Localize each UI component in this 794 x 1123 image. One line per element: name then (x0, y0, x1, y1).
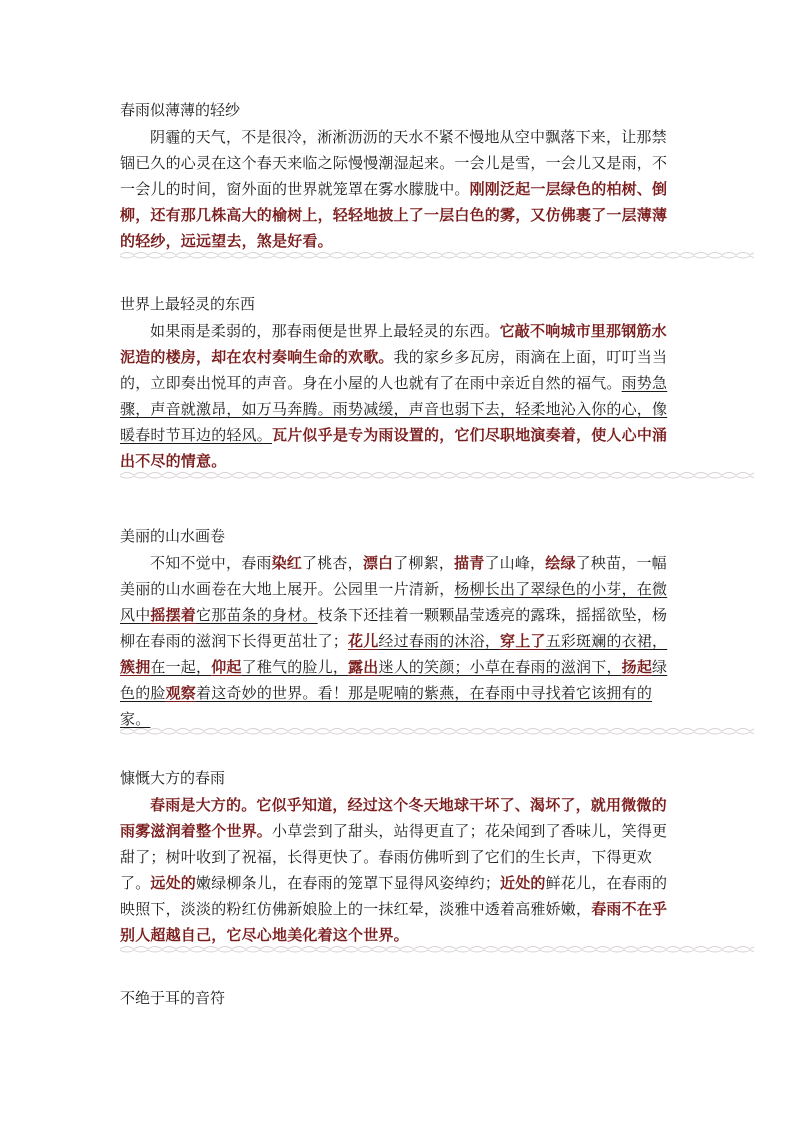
section-body (120, 550, 680, 732)
body-text: 阴霾的天气，不是很冷，淅淅沥沥的天水不紧不慢地从空中飘落下来，让那禁锢已久的心灵在这个春天来临之际慢慢潮湿起来。一会儿是雪，一会儿又是雨，不一会儿的时间，窗外面的世界就笼罩在雾水朦胧中。 (120, 128, 668, 198)
emphasized-text: 观察 (165, 684, 197, 702)
emphasized-text: 漂白 (362, 554, 394, 572)
body-text: 我的家乡多瓦房，雨滴在上面，叮叮当当的，立即奏出悦耳的声音。身在小屋的人也就有了在雨中亲近自然的福气。 (120, 348, 668, 392)
underlined-text: 经过春雨的沐浴， (378, 632, 501, 650)
section-body (120, 792, 680, 948)
section-endless-notes (120, 988, 680, 1012)
section-spring-rain-veil (120, 100, 680, 254)
section-lightest-thing (120, 294, 680, 474)
body-text: 枝条下还挂着一颗颗晶莹透亮的露珠，摇摇欲坠，杨柳在春雨的滋润下长得更茁壮了； (120, 606, 668, 650)
underlined-text: 着这奇妙的世界。看！那是呢喃的紫燕，在春雨中寻找着它该拥有的家。 (120, 684, 653, 728)
body-text: 了山峰， (484, 554, 546, 572)
body-text: 小草尝到了甜头，站得更直了；花朵闻到了香味儿，笑得更甜了；树叶收到了祝福，长得更快了。春雨仿佛听到了它们的生长声，下得更欢了。 (120, 822, 668, 892)
section-divider (120, 726, 754, 736)
body-text: 了秧苗，一幅美丽的山水画卷在大地上展开。公园里一片清新， (120, 554, 667, 598)
body-text: 如果雨是柔弱的，那春雨便是世界上最轻灵的东西。 (150, 322, 500, 340)
emphasized-text: 花儿 (348, 632, 379, 650)
section-title: 春雨似薄薄的轻纱 (120, 101, 241, 119)
underlined-text: 迷人的笑颜；小草在春雨的滋润下， (378, 658, 622, 676)
body-text: 鲜花儿，在春雨的映照下，淡淡的粉红仿佛新娘脸上的一抹红晕，淡雅中透着高雅娇嫩， (120, 874, 668, 918)
emphasized-text: 扬起 (621, 658, 653, 676)
underlined-text: 了稚气的脸儿， (241, 658, 349, 676)
underlined-text: 五彩斑斓的衣裙， (545, 632, 668, 650)
emphasized-text: 近处的 (500, 874, 546, 892)
underlined-text: 雨势急骤，声音就激昂，如万马奔腾。雨势减缓，声音也弱下去，轻柔地沁入你的心，像暖春时节耳边的轻风。 (120, 374, 668, 444)
emphasized-text: 染红 (271, 554, 303, 572)
emphasized-text: 簇拥 (120, 658, 151, 676)
body-text: 了柳絮， (393, 554, 455, 572)
section-landscape-scroll (120, 526, 680, 732)
section-title: 不绝于耳的音符 (120, 989, 226, 1007)
emphasized-text: 远处的 (150, 874, 197, 892)
emphasized-text: 摇摆着 (150, 606, 197, 624)
section-body (120, 124, 680, 254)
underlined-text: 在一起， (150, 658, 212, 676)
emphasized-text: 它敲不响城市里那钢筋水泥造的楼房，却在农村奏响生命的欢歌。 (120, 322, 667, 366)
body-text: 不知不觉中，春雨 (150, 554, 272, 572)
underlined-text: 它那苗条的身材。 (196, 606, 318, 624)
section-divider (120, 944, 754, 954)
emphasized-text: 春雨不在乎别人超越自己，它尽心地美化着这个世界。 (120, 900, 668, 944)
section-title: 慷慨大方的春雨 (120, 769, 226, 787)
emphasized-text: 露出 (348, 658, 379, 676)
emphasized-text: 春雨是大方的。它似乎知道，经过这个冬天地球干坏了、渴坏了，就用微微的雨雾滋润着整个世界。 (120, 796, 667, 840)
section-body (120, 318, 680, 474)
section-title: 世界上最轻灵的东西 (120, 295, 256, 313)
underlined-text: 绿色的脸 (120, 658, 668, 702)
emphasized-text: 绘绿 (545, 554, 576, 572)
emphasized-text: 描青 (454, 554, 485, 572)
underlined-text: 杨柳长出了翠绿色的小芽，在微风中 (120, 580, 668, 624)
emphasized-text: 仰起 (211, 658, 242, 676)
section-divider (120, 470, 754, 480)
body-text: 了桃杏， (302, 554, 363, 572)
section-generous-rain (120, 768, 680, 948)
emphasized-text: 瓦片似乎是专为雨设置的，它们尽职地演奏着，使人心中涌出不尽的情意。 (120, 426, 668, 470)
body-text: 嫩绿柳条儿，在春雨的笼罩下显得风姿绰约； (196, 874, 501, 892)
section-divider (120, 250, 754, 260)
emphasized-text: 穿上了 (500, 632, 546, 650)
emphasized-text: 刚刚泛起一层绿色的柏树、倒柳，还有那几株高大的榆树上，轻轻地披上了一层白色的雾，又仿佛裹了一层薄薄的轻纱，远远望去，煞是好看。 (120, 180, 668, 250)
section-title: 美丽的山水画卷 (120, 527, 226, 545)
